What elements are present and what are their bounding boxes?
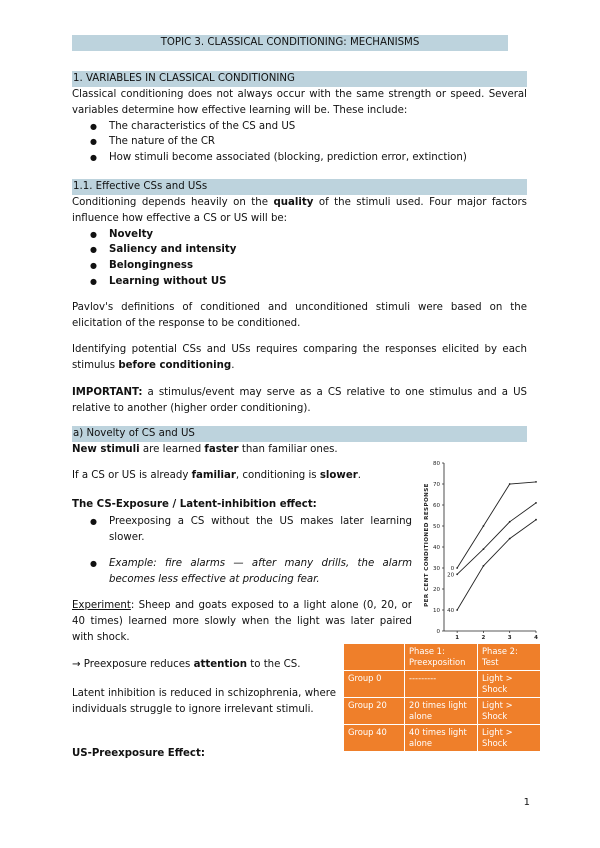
list-item: ● Example: fire alarms — after many drills, the alarm becomes less effective at producing fear. — [72, 556, 412, 588]
chart-y-tick-label: 10 — [433, 608, 440, 614]
chart-y-tick-label: 60 — [433, 503, 440, 509]
chart-y-axis-label: PER CENT CONDITIONED RESPONSE — [424, 483, 430, 607]
chart-series-label: 0 — [450, 566, 455, 572]
table-row — [344, 725, 541, 752]
chart-x-tick-label: 2 — [481, 635, 486, 641]
chart-y-tick-label: 20 — [433, 587, 440, 593]
section-a-heading: a) Novelty of CS and US — [72, 426, 527, 442]
conditioning-chart — [414, 455, 544, 645]
list-item: ● Saliency and intensity — [72, 242, 527, 258]
chart-series-line-20 — [457, 503, 536, 574]
novelty-paragraph: New stimuli are learned faster than familiar ones. — [72, 444, 338, 455]
list-item: ● How stimuli become associated (blocking, prediction error, extinction) — [72, 150, 527, 166]
table-header-row — [344, 644, 541, 671]
list-item: ● Learning without US — [72, 274, 527, 290]
table-cell: 20 times light alone — [405, 698, 478, 725]
table-cell: Group 20 — [344, 698, 405, 725]
section-1-body — [72, 87, 527, 166]
attention-paragraph: → Preexposure reduces attention to the CS. — [72, 659, 301, 670]
chart-x-tick-label: 3 — [507, 635, 512, 641]
chart-y-tick-label: 0 — [436, 629, 440, 635]
chart-y-tick-label: 70 — [433, 482, 440, 488]
chart-point-20 — [483, 548, 485, 550]
identify-paragraph: Identifying potential CSs and USs requires comparing the responses elicited by each stimulus before conditioning. — [72, 344, 527, 371]
chart-y-tick-label: 30 — [433, 566, 440, 572]
latent-inhibition-heading: The CS-Exposure / Latent-inhibition effect: — [72, 499, 317, 510]
list-item: ● The characteristics of the CS and US — [72, 119, 527, 135]
table-header-cell — [344, 644, 405, 671]
table-cell: Group 0 — [344, 671, 405, 698]
table-cell: Light > Shock — [478, 671, 541, 698]
factor-list — [72, 227, 527, 290]
section-1-1-heading: 1.1. Effective CSs and USs — [72, 179, 527, 195]
chart-point-20 — [509, 521, 511, 523]
section-1-bullets — [72, 119, 527, 166]
chart-x-tick-label: 4 — [534, 635, 538, 641]
section-1-intro: Classical conditioning does not always occur with the same strength or speed. Several variables determine how effective learning will be. These include: — [72, 89, 527, 116]
table-row — [344, 671, 541, 698]
table-cell: Group 40 — [344, 725, 405, 752]
latent-inhibition-bullets — [72, 514, 412, 546]
chart-point-40 — [509, 538, 511, 540]
chart-point-20 — [456, 573, 458, 575]
example-bullet — [72, 556, 412, 588]
list-item: ● Belongingness — [72, 258, 527, 274]
chart-point-0 — [456, 567, 458, 569]
chart-series-line-40 — [457, 520, 536, 610]
important-paragraph: IMPORTANT: a stimulus/event may serve as a CS relative to one stimulus and a US relative to another (higher order conditioning). — [72, 387, 527, 414]
list-item: ● Preexposing a CS without the US makes later learning slower. — [72, 514, 412, 546]
experiment-paragraph: Experiment: Sheep and goats exposed to a light alone (0, 20, or 40 times) learned more slowly when the light was later paired with shock. — [72, 600, 412, 643]
section-1-1-intro: Conditioning depends heavily on the quality of the stimuli used. Four major factors influence how effective a CS or US will be: — [72, 197, 527, 224]
chart-x-tick-label: 1 — [455, 635, 460, 641]
list-item: ● The nature of the CR — [72, 134, 527, 150]
chart-series-label: 20 — [447, 572, 455, 579]
page-number: 1 — [523, 797, 530, 808]
list-item: ● Novelty — [72, 227, 527, 243]
pavlov-paragraph: Pavlov's definitions of conditioned and unconditioned stimuli were based on the elicitation of the response to be conditioned. — [72, 302, 527, 329]
table-cell: --------- — [405, 671, 478, 698]
chart-y-tick-label: 50 — [433, 524, 440, 530]
familiar-paragraph: If a CS or US is already familiar, conditioning is slower. — [72, 470, 362, 481]
phase-table — [343, 643, 541, 752]
table-cell: Light > Shock — [478, 725, 541, 752]
chart-point-0 — [509, 483, 511, 485]
chart-point-20 — [535, 502, 537, 504]
chart-y-tick-label: 40 — [433, 545, 440, 551]
table-header-cell: Phase 1: Preexposition — [405, 644, 478, 671]
chart-point-0 — [535, 481, 537, 483]
chart-point-0 — [483, 525, 485, 527]
table-cell: 40 times light alone — [405, 725, 478, 752]
schizophrenia-paragraph: Latent inhibition is reduced in schizophrenia, where individuals struggle to ignore irrelevant stimuli. — [72, 688, 336, 715]
table-row — [344, 698, 541, 725]
page-title: TOPIC 3. CLASSICAL CONDITIONING: MECHANISMS — [72, 35, 508, 51]
table-header-cell: Phase 2: Test — [478, 644, 541, 671]
section-1-1-body — [72, 195, 527, 290]
us-preexposure-heading: US-Preexposure Effect: — [72, 748, 205, 759]
chart-point-40 — [535, 519, 537, 521]
chart-point-40 — [456, 609, 458, 611]
chart-series-label: 40 — [447, 608, 455, 614]
table-cell: Light > Shock — [478, 698, 541, 725]
chart-y-tick-label: 80 — [433, 461, 440, 467]
chart-point-40 — [483, 565, 485, 567]
section-1-heading: 1. VARIABLES IN CLASSICAL CONDITIONING — [72, 71, 527, 87]
chart-series-line-0 — [457, 482, 536, 568]
